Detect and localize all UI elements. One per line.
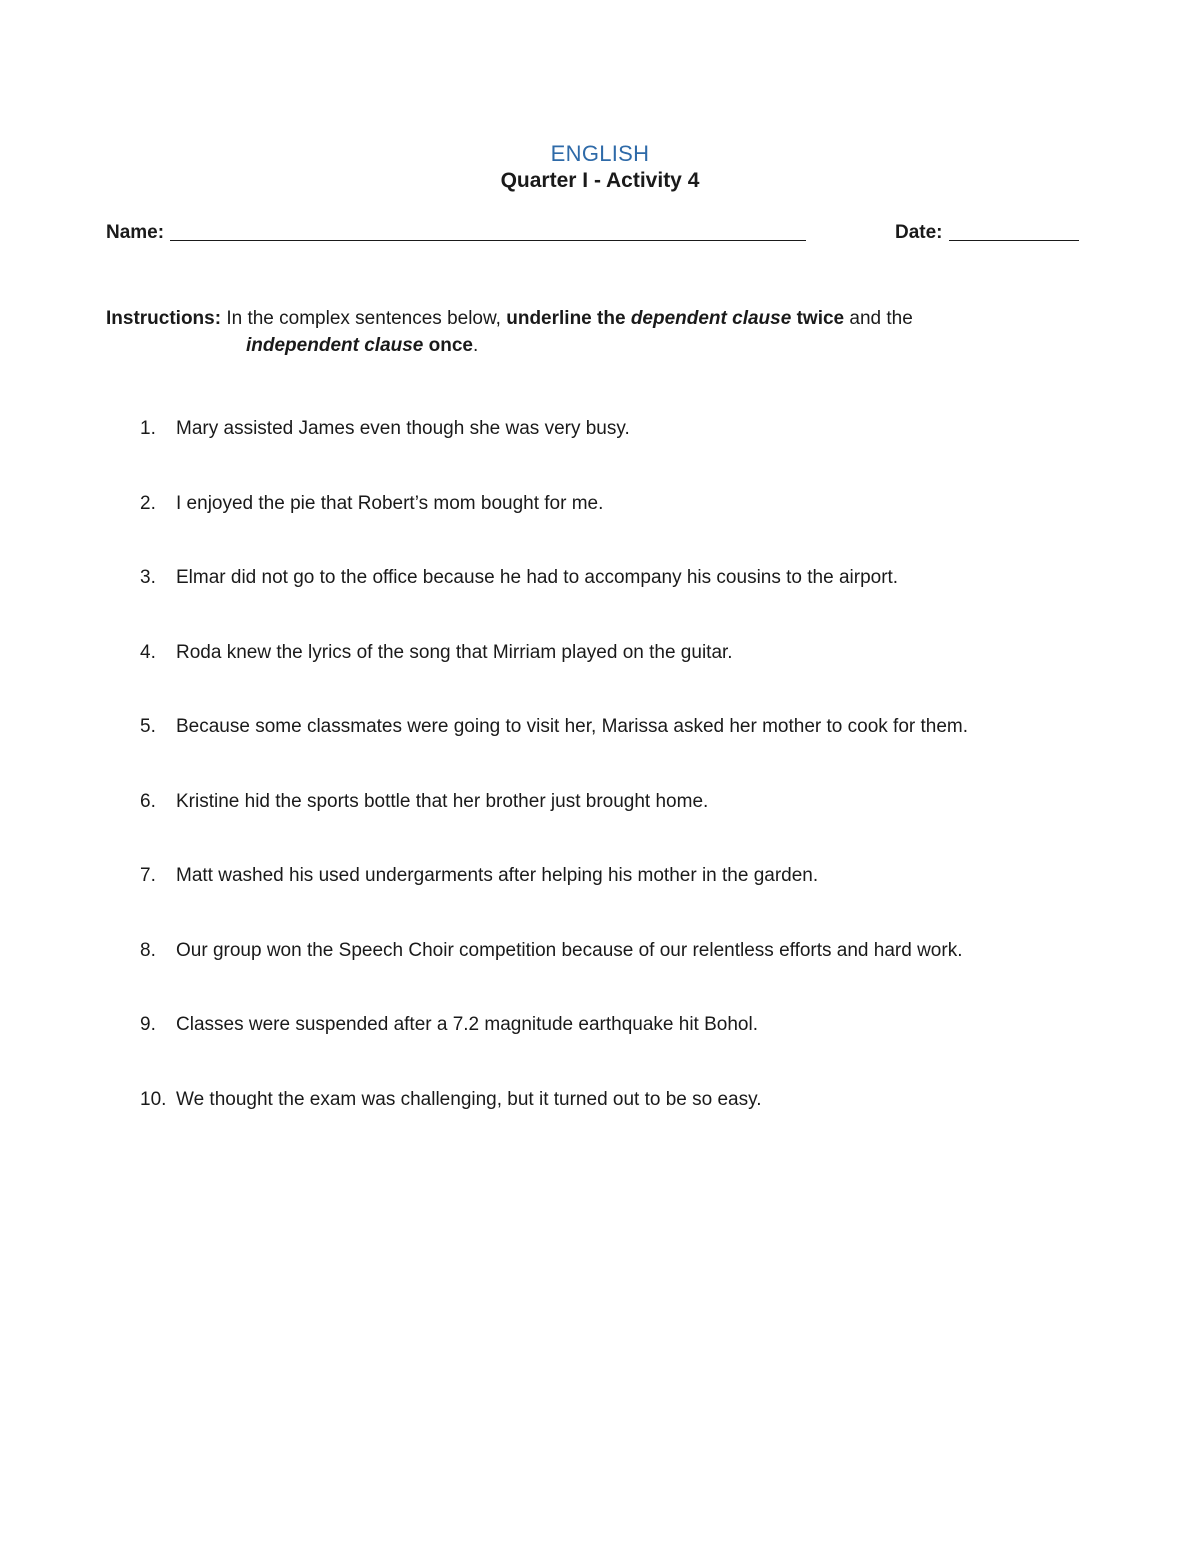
question-number: 6. [140,790,156,812]
instructions-once: once [423,335,473,356]
instructions-text-5: and the [844,308,913,329]
question-text: Mary assisted James even though she was very busy. [176,418,630,439]
question-item [140,1087,1100,1162]
question-item [140,714,1100,789]
question-text: Classes were suspended after a 7.2 magnitude earthquake hit Bohol. [176,1014,758,1035]
question-item [140,565,1100,640]
question-text: Matt washed his used undergarments after helping his mother in the garden. [176,865,819,886]
instructions-line-2 [106,332,1066,359]
name-label: Name: [106,222,165,243]
instructions-independent-clause: independent clause [246,335,424,356]
date-blank-line[interactable] [949,220,1079,241]
question-text: Roda knew the lyrics of the song that Mirriam played on the guitar. [176,641,733,663]
instructions-twice: twice [791,308,845,329]
question-text: Our group won the Speech Choir competition because of our relentless efforts and hard work. [176,939,963,961]
question-item [140,416,1100,491]
instructions-text-2: underline the [506,308,631,329]
question-number: 4. [140,641,156,663]
question-item [140,491,1100,566]
question-item [140,640,1100,715]
question-text: Because some classmates were going to visit her, Marissa asked her mother to cook for them. [176,716,969,737]
question-item [140,938,1100,1013]
instructions [106,305,1066,359]
question-number: 5. [140,716,156,737]
question-item [140,789,1100,864]
question-text: Kristine hid the sports bottle that her brother just brought home. [176,790,709,812]
date-field [895,220,1079,244]
question-list [140,416,1100,1161]
question-item [140,863,1100,938]
question-number: 7. [140,865,156,886]
question-text: We thought the exam was challenging, but it turned out to be so easy. [176,1088,762,1110]
instructions-label: Instructions: [106,308,222,329]
instructions-dependent-clause: dependent clause [630,308,792,329]
name-field [106,220,806,244]
question-number: 2. [140,492,156,514]
question-number: 3. [140,567,156,588]
date-label: Date: [895,222,943,243]
question-text: Elmar did not go to the office because he had to accompany his cousins to the airport. [176,567,899,588]
question-number: 1. [140,418,156,439]
question-item [140,1012,1100,1087]
activity-title: Quarter I - Activity 4 [500,169,700,192]
subject-title: ENGLISH [550,141,650,166]
question-number: 10. [140,1088,167,1110]
instructions-line-1 [106,305,1066,332]
instructions-text-1: In the complex sentences below, [221,308,507,329]
instructions-period: . [473,335,479,356]
question-text: I enjoyed the pie that Robert’s mom bought for me. [176,492,604,514]
question-number: 9. [140,1014,156,1035]
name-blank-line[interactable] [170,220,806,241]
question-number: 8. [140,939,156,961]
